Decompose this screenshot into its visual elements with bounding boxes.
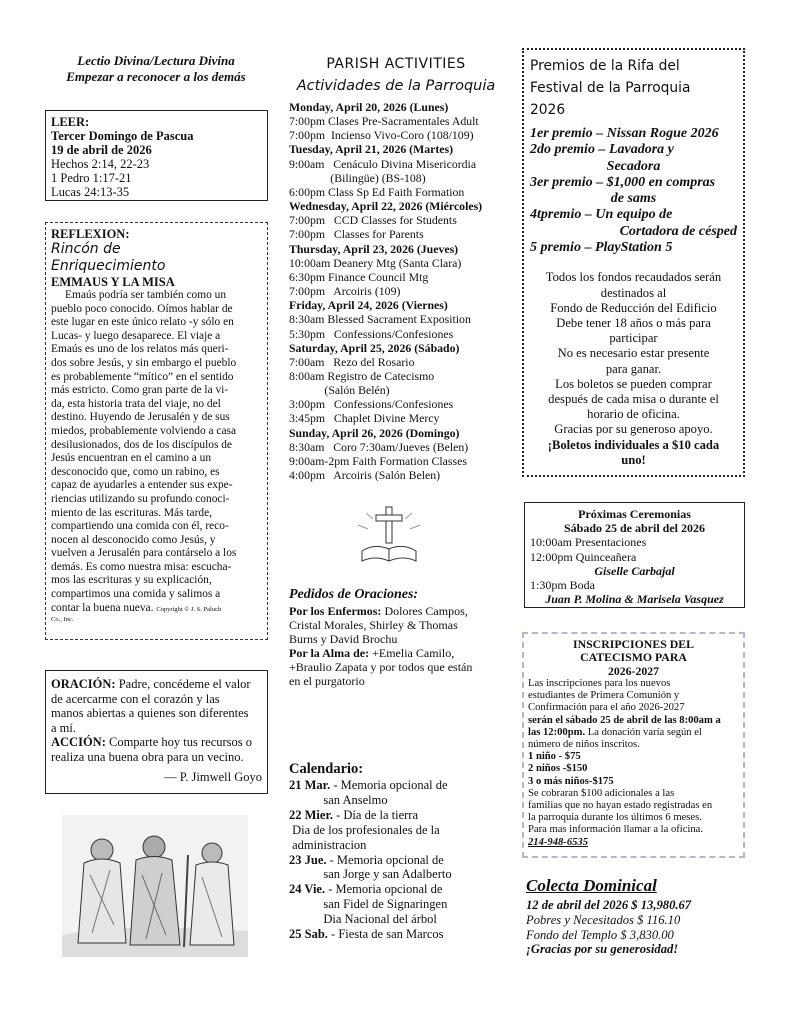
premios-info-line: participar xyxy=(609,331,658,346)
calendar-text: Dia Nacional del árbol xyxy=(289,912,437,927)
premios-info-line: para ganar. xyxy=(605,361,662,376)
calendar-text: san Jorge y san Adalberto xyxy=(289,867,452,882)
leer-date: 19 de abril de 2026 xyxy=(51,143,152,157)
prize-item: 5 premio – PlayStation 5 xyxy=(530,240,673,256)
calendar-item xyxy=(289,838,504,853)
inscripciones-title-line: INSCRIPCIONES DEL xyxy=(573,637,694,651)
walking-figures-icon xyxy=(62,815,248,957)
activity-item: 9:00am Cenáculo Divina Misericordia xyxy=(289,156,477,171)
inscripciones-line: Confirmación para el año 2026-2027 xyxy=(528,702,685,714)
inscripciones-line: Se cobraran $100 adicionales a las xyxy=(528,787,675,799)
premios-box xyxy=(522,48,745,477)
premios-title xyxy=(530,55,737,121)
alma-text: +Braulio Zapata y por todos que están xyxy=(289,660,473,674)
price-item: 1 niño - $75 xyxy=(528,751,581,763)
calendar-item xyxy=(289,808,504,823)
accion-text: realiza una buena obra para un vecino. xyxy=(51,749,244,764)
inscripciones-line: la parroquia durante los últimos 6 meses. xyxy=(528,812,702,824)
reflexion-line: demás. Es como nuestra misa: escucha- xyxy=(51,560,232,573)
ceremony-name: Giselle Carbajal xyxy=(594,563,675,578)
leer-sunday: Tercer Domingo de Pascua xyxy=(51,129,194,143)
inscripciones-title-line: CATECISMO PARA xyxy=(580,650,687,665)
inscripciones-title-line: 2026-2027 xyxy=(607,663,660,678)
reflexion-line: miento de las escrituras. Más tarde, xyxy=(51,506,212,519)
author: — P. Jimwell Goyo xyxy=(164,770,262,784)
reflexion-line: pueblo poco conocido. Oímos hablar de xyxy=(51,302,233,315)
ceremonias-date: Sábado 25 de abril del 2026 xyxy=(563,521,706,536)
calendar-text: - Memoria opcional de xyxy=(330,778,448,792)
calendar-text: administracion xyxy=(289,837,367,852)
calendar-item xyxy=(289,793,504,808)
reflexion-box xyxy=(45,222,268,640)
accion-text: Comparte hoy tus recursos o xyxy=(105,735,253,749)
activity-item: 4:00pm Arcoiris (Salón Belen) xyxy=(289,468,441,483)
reflexion-line: desilusionados, dos de los discípulos de xyxy=(51,438,232,451)
reflexion-line: Emaús podría ser también como un xyxy=(65,289,227,301)
reflexion-line: Lucas- y luego desaparece. El viaje a xyxy=(51,329,221,342)
rincon-title xyxy=(51,241,262,275)
activity-item: (Bilingüe) (BS-108) xyxy=(289,170,426,185)
oracion-box xyxy=(45,670,268,794)
calendar-date: 24 Vie. xyxy=(289,882,326,897)
oracion-text: manos abiertas a quienes son diferentes xyxy=(51,706,249,720)
activity-item: 7:00pm CCD Classes for Students xyxy=(289,213,457,228)
calendar-item xyxy=(289,823,504,838)
activities-list xyxy=(289,100,504,482)
reflexion-line: destino. Huyendo de Jerusalén y de sus xyxy=(51,411,230,424)
ceremonias-box xyxy=(524,502,745,608)
pedidos-section xyxy=(289,586,504,688)
reflexion-line: riencias utilizando su profundo conoci- xyxy=(51,492,230,505)
reading: Lucas 24:13-35 xyxy=(51,185,130,199)
colecta-title: Colecta Dominical xyxy=(526,876,657,895)
lectio-heading xyxy=(45,53,267,85)
calendario-section xyxy=(289,760,504,942)
ceremony-item: 1:30pm Boda xyxy=(530,578,595,593)
activity-item: (Salón Belén) xyxy=(289,383,390,398)
calendar-item xyxy=(289,867,504,882)
copyright-2: Co., Inc. xyxy=(51,616,74,624)
activity-item: 8:00am Registro de Catecismo xyxy=(289,368,435,383)
prize-item: Cortadora de césped xyxy=(619,223,737,239)
premios-info-line: Los boletos se pueden comprar xyxy=(555,376,712,391)
calendar-text: san Fidel de Signaringen xyxy=(289,897,448,912)
ceremony-item: 12:00pm Quinceañera xyxy=(530,549,637,564)
accion-label: ACCIÓN: xyxy=(51,735,106,749)
calendar-item xyxy=(289,927,504,942)
pedidos-title: Pedidos de Oraciones: xyxy=(289,587,419,602)
reflexion-heading: REFLEXION: xyxy=(51,227,130,241)
calendar-text: - Fiesta de san Marcos xyxy=(327,927,444,942)
alma-label: Por la Alma de: xyxy=(289,646,370,660)
activity-day-heading: Friday, April 24, 2026 (Viernes) xyxy=(289,298,448,313)
lectio-title: Lectio Divina/Lectura Divina xyxy=(77,53,235,68)
premios-title-line: Premios de la Rifa del xyxy=(530,58,680,74)
activity-day-heading: Wednesday, April 22, 2026 (Miércoles) xyxy=(289,199,483,214)
emmaus-illustration xyxy=(62,815,248,957)
inscripciones-box xyxy=(522,632,745,858)
activity-item: 7:00pm Incienso Vivo-Coro (108/109) xyxy=(289,128,474,143)
premios-info-line: Debe tener 18 años o más para xyxy=(556,315,711,330)
colecta-line: Fondo del Templo $ 3,830.00 xyxy=(526,927,674,942)
reflexion-line: este lugar en este único relato -y sólo en xyxy=(51,316,234,329)
activity-day-heading: Monday, April 20, 2026 (Lunes) xyxy=(289,100,449,114)
premios-info xyxy=(530,270,737,468)
ceremony-item: 10:00am Presentaciones xyxy=(530,535,647,550)
reflexion-line: compartiendo una comida con él, reco- xyxy=(51,520,229,533)
calendar-item xyxy=(289,778,504,793)
inscripciones-line: familias que no hayan estado registradas en xyxy=(528,799,713,811)
price-item: 3 o más niños-$175 xyxy=(528,775,614,787)
activity-item: 7:00pm Classes for Parents xyxy=(289,227,424,242)
reflexion-line: Emaús es uno de los relatos más queri- xyxy=(51,343,229,356)
premios-info-line: Fondo de Reducción del Edificio xyxy=(550,300,717,315)
inscripciones-line: estudiantes de Primera Comunión y xyxy=(528,690,680,702)
calendar-date: 21 Mar. xyxy=(289,778,331,792)
reading: Hechos 2:14, 22-23 xyxy=(51,157,150,171)
colecta-line: 12 de abril del 2026 $ 13,980.67 xyxy=(526,898,692,912)
calendario-list xyxy=(289,778,504,942)
colecta-section xyxy=(526,876,748,957)
calendar-text: Dia de los profesionales de la xyxy=(289,822,440,837)
activity-item: 5:30pm Confessions/Confesiones xyxy=(289,326,454,341)
reflexion-line: miedos, probablemente volviendo a casa xyxy=(51,424,237,437)
enfermos-label: Por los Enfermos: xyxy=(289,604,382,618)
premios-info-line: después de cada misa o durante el xyxy=(548,392,719,406)
office-phone-link[interactable]: 214-948-6535 xyxy=(528,836,589,848)
premios-title-line: 2026 xyxy=(530,102,566,118)
reflexion-line: mos las escrituras y su explicación, xyxy=(51,574,212,587)
rincon-line: Rincón de xyxy=(51,241,121,257)
reflexion-line: más estricto. Como gran parte de la vi- xyxy=(51,384,229,397)
activity-day-heading: Tuesday, April 21, 2026 (Martes) xyxy=(289,142,454,157)
activities-title-en: PARISH ACTIVITIES xyxy=(326,56,466,72)
calendar-item xyxy=(289,853,504,868)
prize-list xyxy=(530,126,737,256)
reflexion-line: Jesús encuentran en el camino a un xyxy=(51,452,212,465)
prize-item: 3er premio – $1,000 en compras xyxy=(530,174,716,190)
calendar-text: - Memoria opcional de xyxy=(326,852,444,867)
activity-day-heading: Sunday, April 26, 2026 (Domingo) xyxy=(289,425,460,440)
reflexion-line: nocen al desconocido como Jesús, y xyxy=(51,533,216,546)
prize-item: 4tpremio – Un equipo de xyxy=(530,207,673,223)
colecta-line: Pobres y Necesitados $ 116.10 xyxy=(526,912,681,927)
inscripciones-time: las 12:00pm. xyxy=(528,726,586,738)
inscripciones-body xyxy=(528,678,739,849)
enfermos-text: Burns y David Brochu xyxy=(289,632,398,646)
colecta-line: ¡Gracias por su generosidad! xyxy=(526,942,679,957)
reflexion-last-line xyxy=(51,602,262,617)
calendar-item xyxy=(289,897,504,912)
prize-item: de sams xyxy=(610,191,657,207)
calendar-text: - Día de la tierra xyxy=(332,807,419,822)
premios-title-line: Festival de la Parroquia xyxy=(530,80,691,96)
alma-text: en el purgatorio xyxy=(289,674,365,688)
premios-info-line: Gracias por su generoso apoyo. xyxy=(554,422,713,437)
activity-item: 7:00pm Arcoiris (109) xyxy=(289,284,401,299)
inscripciones-line: La donación varía según el xyxy=(585,726,702,738)
cross-bible-icon xyxy=(348,503,430,571)
activity-day-heading: Thursday, April 23, 2026 (Jueves) xyxy=(289,241,459,256)
reflexion-title: EMMAUS Y LA MISA xyxy=(51,275,175,289)
activity-item: 8:30am Coro 7:30am/Jueves (Belen) xyxy=(289,439,469,454)
reflexion-line: compartimos una comida y salimos a xyxy=(51,588,221,601)
activity-item: 7:00am Rezo del Rosario xyxy=(289,354,415,369)
leer-box xyxy=(45,110,268,201)
leer-heading: LEER: xyxy=(51,115,90,129)
prize-item: 1er premio – Nissan Rogue 2026 xyxy=(530,126,719,141)
premios-info-line: No es necesario estar presente xyxy=(557,346,710,361)
activity-item: 3:45pm Chaplet Divine Mercy xyxy=(289,411,440,426)
ceremonias-title: Próximas Ceremonias xyxy=(578,507,691,521)
prize-item: Secadora xyxy=(606,158,661,174)
copyright: Copyright © J. S. Paluch xyxy=(156,605,222,613)
oracion-text: a mí. xyxy=(51,720,76,735)
premios-info-line: destinados al xyxy=(600,285,667,300)
inscripciones-line: Para mas información llamar a la oficina. xyxy=(528,824,704,836)
inscripciones-line: serán el sábado 25 de abril de las 8:00am a xyxy=(528,714,721,726)
reading: 1 Pedro 1:17-21 xyxy=(51,171,132,185)
calendar-text: san Anselmo xyxy=(289,792,388,807)
boletos-line: ¡Boletos individuales a $10 cada xyxy=(547,437,720,452)
activity-item: 7:00pm Clases Pre-Sacramentales Adult xyxy=(289,114,479,129)
lectio-subtitle: Empezar a reconocer a los demás xyxy=(66,69,246,84)
calendar-date: 22 Mier. xyxy=(289,807,333,822)
calendar-date: 25 Sab. xyxy=(289,927,328,942)
enfermos-text: Cristal Morales, Shirley & Thomas xyxy=(289,618,458,632)
activity-item: 9:00am-2pm Faith Formation Classes xyxy=(289,453,467,468)
inscripciones-line: número de niños inscritos. xyxy=(528,738,640,750)
enfermos-text: Dolores Campos, xyxy=(381,604,468,618)
reflexion-line: da, esta historia trata del viaje, no del xyxy=(51,397,221,410)
reflexion-line: desconocido que, como un rabino, es xyxy=(51,465,220,478)
premios-info-line: Todos los fondos recaudados serán xyxy=(545,270,722,285)
price-item: 2 niños -$150 xyxy=(528,763,588,775)
activity-item: 6:30pm Finance Council Mtg xyxy=(289,269,429,284)
reflexion-line: es probablemente “mítico” en el sentido xyxy=(51,370,234,383)
alma-text: +Emelia Camilo, xyxy=(369,646,455,660)
reflexion-body xyxy=(51,289,262,602)
inscripciones-line: Las inscripciones para los nuevos xyxy=(528,677,671,689)
calendar-text: - Memoria opcional de xyxy=(325,882,443,897)
reflexion-line: vuelven a Jerusalén para contárselo a los xyxy=(51,547,237,560)
prize-item: 2do premio – Lavadora y xyxy=(530,142,674,158)
reflexion-line: dos sobre Jesús, y sin embargo el pueblo xyxy=(51,356,237,369)
cross-book-illustration xyxy=(348,503,430,571)
activity-item: 10:00am Deanery Mtg (Santa Clara) xyxy=(289,255,462,270)
activity-item: 8:30am Blessed Sacrament Exposition xyxy=(289,312,471,327)
calendario-title: Calendario: xyxy=(289,761,364,777)
boletos-line: uno! xyxy=(621,452,646,467)
rincon-line: Enriquecimiento xyxy=(51,258,166,274)
inscripciones-title xyxy=(528,638,739,678)
oracion-label: ORACIÓN: xyxy=(51,677,116,691)
premios-info-line: horario de oficina. xyxy=(587,407,680,422)
calendar-date: 23 Jue. xyxy=(289,852,327,867)
oracion-text: de acercarme con el corazón y las xyxy=(51,691,220,706)
activity-item: 3:00pm Confessions/Confesiones xyxy=(289,397,454,412)
activity-item: 6:00pm Class Sp Ed Faith Formation xyxy=(289,184,465,199)
reflexion-line: capaz de ayudarles a entender sus expe- xyxy=(51,479,233,492)
reflexion-last-text: contar la buena nueva. xyxy=(51,601,154,614)
ceremony-name: Juan P. Molina & Marisela Vasquez xyxy=(545,592,724,607)
activities-title-es: Actividades de la Parroquia xyxy=(296,78,496,94)
oracion-text: Padre, concédeme el valor xyxy=(115,677,251,691)
activity-day-heading: Saturday, April 25, 2026 (Sábado) xyxy=(289,340,460,355)
calendar-item xyxy=(289,882,504,897)
calendar-item xyxy=(289,912,504,927)
